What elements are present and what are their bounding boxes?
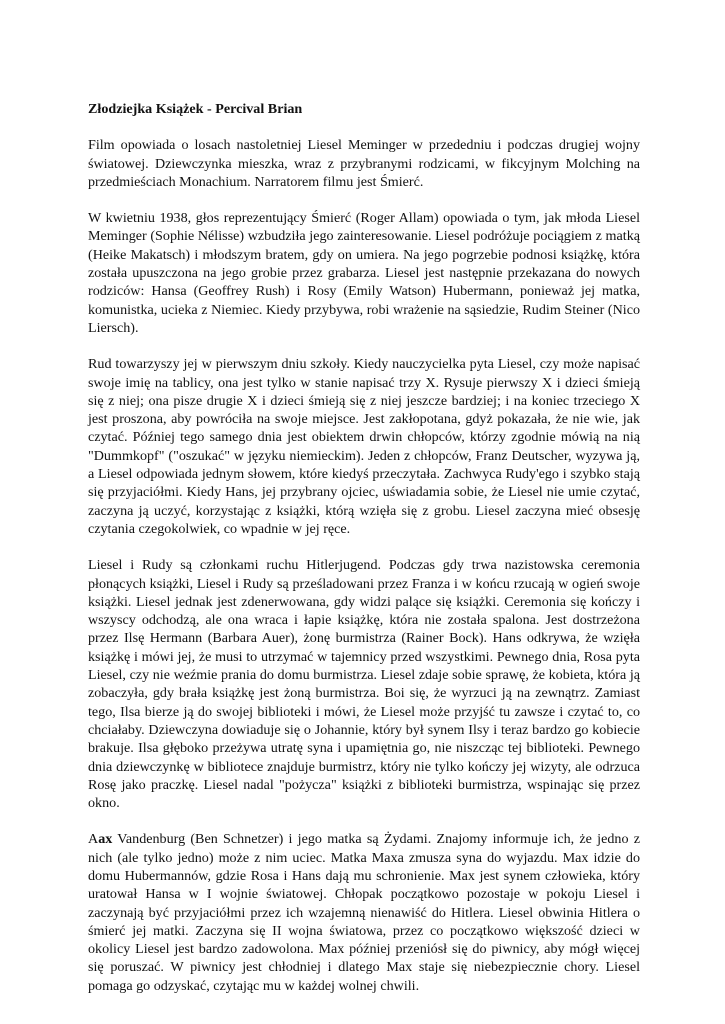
paragraph-max-prefix: A — [88, 831, 99, 848]
document-page — [88, 100, 640, 1013]
paragraph-max-bold: ax — [98, 831, 113, 848]
paragraph-hitlerjugend: Liesel i Rudy są członkami ruchu Hitlerjugend. Podczas gdy trwa nazistowska ceremonia płonących książki, Liesel i Rudy są prześladowani przez Franza i w końcu rzucają w ogień swoje książki. Liesel jednak jest zdenerwowana, gdy widzi palące się książki. Ceremonia się kończy i wszyscy odchodzą, ale ona wraca i łapie książkę, która nie została spalona. Jest dostrzeżona przez Ilsę Hermann (Barbara Auer), żonę burmistrza (Rainer Bock). Hans odkrywa, że wzięła książkę i mówi jej, że musi to utrzymać w tajemnicy przed wszystkimi. Pewnego dnia, Rosa pyta Liesel, czy nie weźmie prania do domu burmistrza. Liesel zdaje sobie sprawę, że kobieta, która ją zobaczyła, gdy brała książkę jest żoną burmistrza. Boi się, że wyrzuci ją na zewnątrz. Zamiast tego, Ilsa bierze ją do swojej biblioteki i mówi, że Liesel może przyjść tu zawsze i czytać to, co chciałaby. Dziewczyna dowiaduje się o Johannie, który był synem Ilsy i teraz bardzo go kobiecie brakuje. Ilsa głęboko przeżywa utratę syna i upamiętnia go, nie niszcząc tej biblioteki. Pewnego dnia dziewczynkę w bibliotece znajduje burmistrz, który nie tylko kończy jej wizyty, ale odrzuca Rosę jako praczkę. Liesel nadal "pożycza" książki z biblioteki burmistrza, wspinając się przez okno. — [88, 557, 640, 812]
paragraph-school: Rud towarzyszy jej w pierwszym dniu szkoły. Kiedy nauczycielka pyta Liesel, czy może napisać swoje imię na tablicy, ona jest tylko w stanie napisać trzy X. Rysuje pierwszy X i dzieci śmieją się z niej; ona pisze drugie X i dzieci śmieją się z niej jeszcze bardziej; i na koniec trzeciego X jest proszona, aby powróciła na swoje miejsce. Jest zakłopotana, gdyż pokazała, że nie wie, jak czytać. Później tego samego dnia jest obiektem drwin chłopców, którzy zgodnie mówią na nią "Dummkopf" ("oszukać" w języku niemieckim). Jeden z chłopców, Franz Deutscher, wyzywa ją, a Liesel odpowiada jednym słowem, które kiedyś przeczytała. Zachwyca Rudy'ego i szybko stają się przyjaciółmi. Kiedy Hans, jej przybrany ojciec, uświadamia sobie, że Liesel nie umie czytać, zaczyna ją uczyć, korzystając z książki, którą wzięła się z grobu. Liesel zaczyna mieć obsesję czytania czegokolwiek, co wpadnie w jej ręce. — [88, 356, 640, 537]
document-title: Złodziejka Książek - Percival Brian — [88, 101, 303, 117]
paragraph-april-1938: W kwietniu 1938, głos reprezentujący Śmierć (Roger Allam) opowiada o tym, jak młoda Liesel Meminger (Sophie Nélisse) wzbudziła jego zainteresowanie. Liesel podróżuje pociągiem z matką (Heike Makatsch) i młodszym bratem, gdy on umiera. Na jego pogrzebie podnosi książkę, która została upuszczona na jego grobie przez grabarza. Liesel jest następnie przekazana do nowych rodziców: Hansa (Geoffrey Rush) i Rosy (Emily Watson) Hubermann, ponieważ jej matka, komunistka, ucieka z Niemiec. Kiedy przybywa, robi wrażenie na sąsiedzie, Rudim Steiner (Nico Liersch). — [88, 210, 640, 336]
paragraph-intro: Film opowiada o losach nastoletniej Liesel Meminger w przededniu i podczas drugiej wojny światowej. Dziewczynka mieszka, wraz z przybranymi rodzicami, w fikcyjnym Molching na przedmieściach Monachium. Narratorem filmu jest Śmierć. — [88, 137, 640, 190]
paragraph-max-rest: Vandenburg (Ben Schnetzer) i jego matka są Żydami. Znajomy informuje ich, że jedno z nich (ale tylko jedno) może z nim uciec. Matka Maxa zmusza syna do wyjazdu. Max idzie do domu Hubermannów, gdzie Rosa i Hans dają mu schronienie. Max jest synem człowieka, który uratował Hansa w I wojnie światowej. Chłopak początkowo pozostaje w pokoju Liesel i zaczynają być przyjaciółmi przez ich wzajemną nienawiść do Hitlera. Liesel obwinia Hitlera o śmierć jej matki. Zaczyna się II wojna światowa, przez co początkowo większość dzieci w okolicy Liesel jest bardzo zadowolona. Max później przeniósł się do piwnicy, aby mógł więcej się poruszać. W piwnicy jest chłodniej i dlatego Max staje się niebezpiecznie chory. Liesel pomaga go odzyskać, czytając mu w każdej wolnej chwili. — [88, 831, 640, 994]
paragraph-max — [88, 830, 640, 995]
